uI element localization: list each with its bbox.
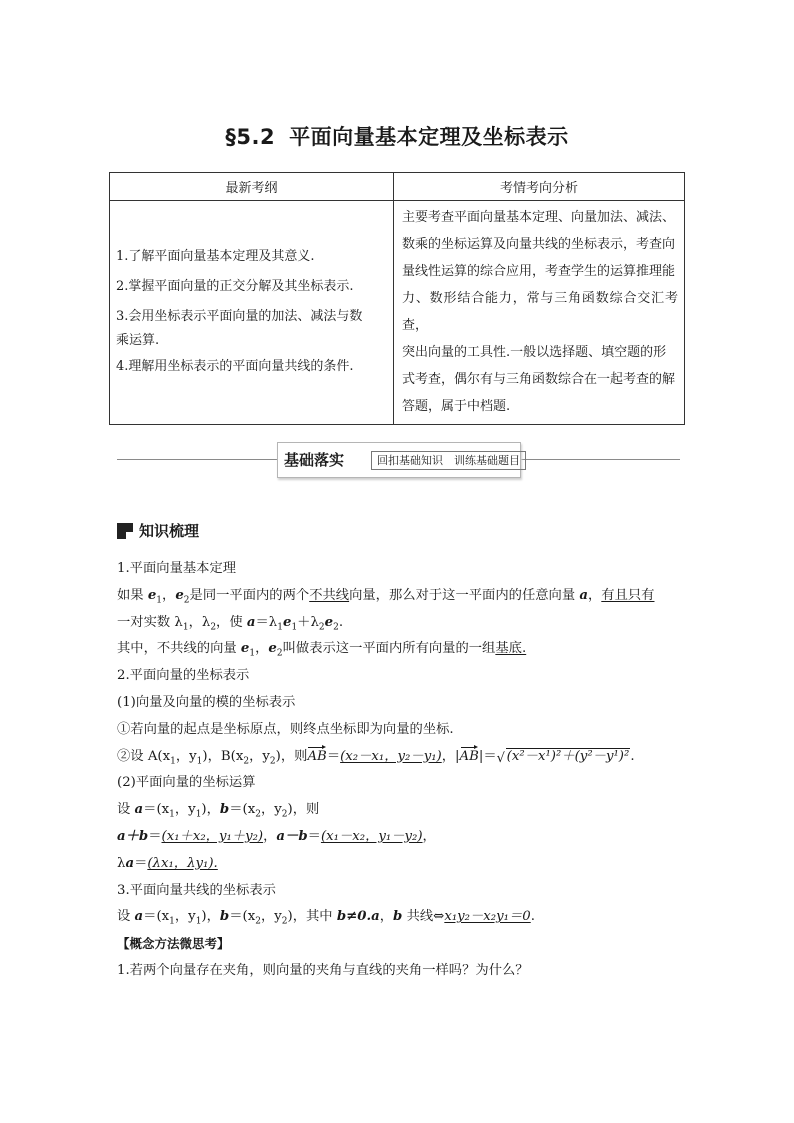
coord-line-2: ②设 $A(x_1$，$y_1$)，$B(x_2$，$y_2$)，则AB＝(x₂－x₁，y₂－y₁)，|AB|＝ √ (x²－x¹)²＋(y²－y¹)². bbox=[117, 744, 685, 771]
banner-title: 基础落实 bbox=[284, 451, 345, 469]
analysis-line: 主要考查平面向量基本定理、向量加法、减法、 bbox=[402, 210, 676, 225]
analysis-line: 式考查，偶尔有与三角函数综合在一起考查的解 bbox=[402, 372, 676, 387]
section-banner bbox=[277, 442, 521, 478]
analysis-line: 突出向量的工具性.一般以选择题、填空题的形 bbox=[402, 345, 667, 360]
table-body-row bbox=[110, 201, 685, 425]
op-line-1: 设 $a=(x_1$，$y_1$)，$b=(x_2$，$y_2$)，则 bbox=[117, 802, 320, 820]
objective-item: 1.了解平面向量基本定理及其意义. bbox=[116, 248, 315, 264]
analysis-line: 数乘的坐标运算及向量共线的坐标表示，考查向 bbox=[402, 237, 676, 252]
theorem-line-3: 其中，不共线的向量 $e_1$，$e_2$叫做表示这一平面内所有向量的一组基底. bbox=[117, 641, 527, 660]
header-objectives: 最新考纲 bbox=[110, 173, 394, 201]
op-line-3: λa＝(λx₁，λy₁). bbox=[117, 855, 218, 871]
banner-line-left bbox=[117, 459, 277, 460]
sqrt-expression: √ (x²－x¹)²＋(y²－y¹)² bbox=[496, 748, 630, 766]
heading-collinear: 3.平面向量共线的坐标表示 bbox=[117, 882, 276, 898]
table-header-row bbox=[110, 173, 685, 201]
banner-subtitle: 回扣基础知识 训练基础题目 bbox=[371, 451, 526, 470]
heading-coordinates: 2.平面向量的坐标表示 bbox=[117, 668, 250, 684]
section-number: §5.2 bbox=[225, 125, 276, 149]
question-1: 1.若两个向量存在夹角，则向量的夹角与直线的夹角一样吗？为什么？ bbox=[117, 962, 529, 978]
subheading-modulus: (1)向量及向量的模的坐标表示 bbox=[117, 694, 296, 710]
objective-item: 4.理解用坐标表示的平面向量共线的条件. bbox=[116, 358, 354, 374]
analysis-line: 答题，属于中档题. bbox=[402, 399, 511, 414]
theorem-line-1: 如果 $e_1$，$e_2$是同一平面内的两个不共线向量，那么对于这一平面内的任意向量 a，有且只有 bbox=[117, 587, 655, 606]
heading-square-icon bbox=[117, 523, 133, 539]
analysis-line: 量线性运算的综合应用，考查学生的运算推理能 bbox=[402, 264, 676, 279]
knowledge-content bbox=[117, 556, 685, 985]
header-analysis: 考情考向分析 bbox=[394, 173, 685, 201]
objective-item: 3.会用坐标表示平面向量的加法、减法与数 bbox=[116, 308, 363, 324]
subheading-operations: (2)平面向量的坐标运算 bbox=[117, 775, 256, 791]
objective-item: 2.掌握平面向量的正交分解及其坐标表示. bbox=[116, 278, 354, 294]
heading-basic-theorem: 1.平面向量基本定理 bbox=[117, 561, 237, 576]
title-text: 平面向量基本定理及坐标表示 bbox=[289, 125, 569, 149]
op-line-2: a＋b＝(x₁＋x₂，y₁＋y₂)，a－b＝(x₁－x₂，y₁－y₂)， bbox=[117, 828, 436, 844]
section-heading-text: 知识梳理 bbox=[139, 522, 200, 540]
objectives-cell bbox=[110, 201, 394, 425]
banner-line-right bbox=[520, 459, 680, 460]
analysis-line: 力、数形结合能力，常与三角函数综合交汇考查， bbox=[402, 291, 678, 333]
theorem-line-2: 一对实数 $\lambda_1$，$\lambda_2$，使 $a=\lambda_1e_1+\lambda_2e_2$. bbox=[117, 614, 344, 633]
concept-heading: 【概念方法微思考】 bbox=[117, 936, 230, 952]
analysis-cell bbox=[394, 201, 685, 425]
vector-ab: AB bbox=[307, 744, 326, 771]
vector-ab-abs: AB bbox=[460, 744, 479, 771]
coord-line-1: ①若向量的起点是坐标原点，则终点坐标即为向量的坐标. bbox=[117, 721, 454, 737]
outline-table bbox=[109, 172, 685, 425]
objective-item: 乘运算. bbox=[116, 332, 160, 348]
collinear-line: 设 $a=(x_1$，$y_1$)，$b=(x_2$，$y_2$)，其中 b≠0.a，b 共线⇔x₁y₂－x₂y₁＝0. bbox=[117, 909, 535, 928]
page-title bbox=[0, 121, 794, 151]
